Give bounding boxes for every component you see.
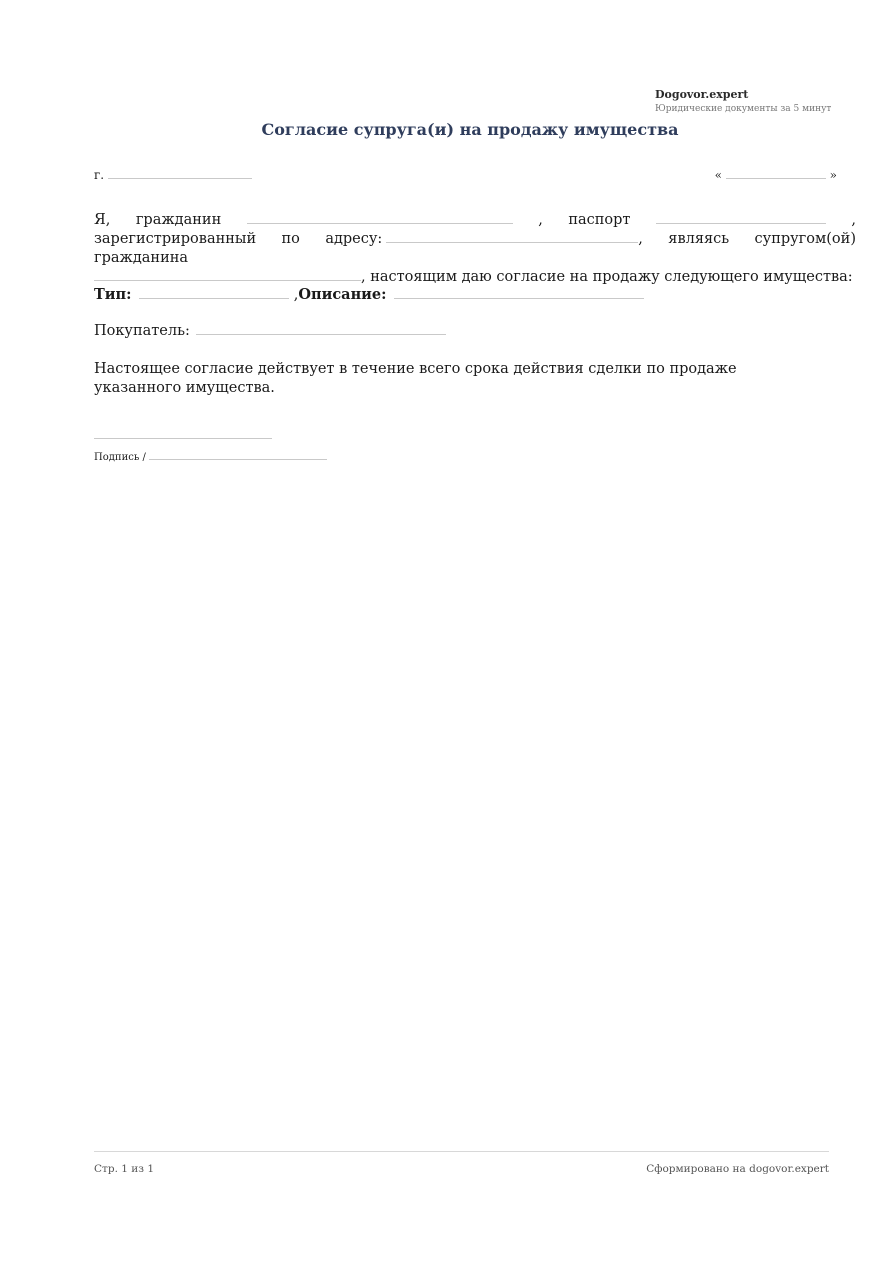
address-line (386, 241, 638, 243)
paragraph-line-2 (94, 230, 856, 268)
validity-paragraph: Настоящее согласие действует в течение всего срока действия сделки по продаже указанного имущества. (94, 361, 737, 396)
generated-note: Сформировано на dogovor.expert (646, 1163, 829, 1175)
spouse-text: , являясь супругом(ой) гражданина (94, 231, 856, 266)
word-citizen: гражданин (135, 212, 222, 228)
word-ya: Я, (94, 212, 111, 228)
comma-1: , (538, 212, 543, 228)
buyer-row (94, 323, 446, 339)
address-label: зарегистрированный по адресу: (94, 231, 383, 247)
brand-name: Dogovor.expert (655, 88, 749, 101)
city-prefix: г. (94, 168, 105, 182)
signature-label: Подпись / (94, 452, 146, 463)
document-title: Согласие супруга(и) на продажу имущества (261, 120, 679, 139)
city-row (94, 168, 252, 182)
consent-text: , настоящим даю согласие на продажу следующего имущества: (361, 269, 853, 285)
type-label: Тип: (94, 286, 132, 303)
paragraph-line-3 (94, 268, 856, 287)
buyer-label: Покупатель: (94, 323, 190, 339)
citizen-name-line (247, 222, 513, 224)
description-line (394, 297, 644, 299)
description-comma: , (293, 287, 299, 303)
signature-name-line (149, 458, 327, 460)
description-label: Описание: (298, 286, 387, 303)
property-row (94, 286, 644, 303)
brand-block (655, 88, 831, 116)
city-field-line (108, 177, 252, 179)
brand-tagline: Юридические документы за 5 минут (655, 104, 832, 114)
date-row (715, 168, 837, 182)
signature-row (94, 452, 327, 463)
page-number: Стр. 1 из 1 (94, 1163, 155, 1175)
consent-paragraph (94, 211, 856, 287)
type-line (139, 297, 289, 299)
paragraph-line-1 (94, 211, 856, 230)
passport-line (656, 222, 826, 224)
signature-line (94, 438, 272, 439)
buyer-line (196, 333, 446, 335)
date-open-quote: « (714, 168, 722, 182)
footer-divider (94, 1151, 829, 1152)
date-close-quote: » (829, 168, 837, 182)
date-field-line (726, 177, 826, 179)
comma-2: , (851, 212, 857, 228)
spouse-name-line (94, 279, 361, 281)
word-passport: паспорт (568, 212, 631, 228)
